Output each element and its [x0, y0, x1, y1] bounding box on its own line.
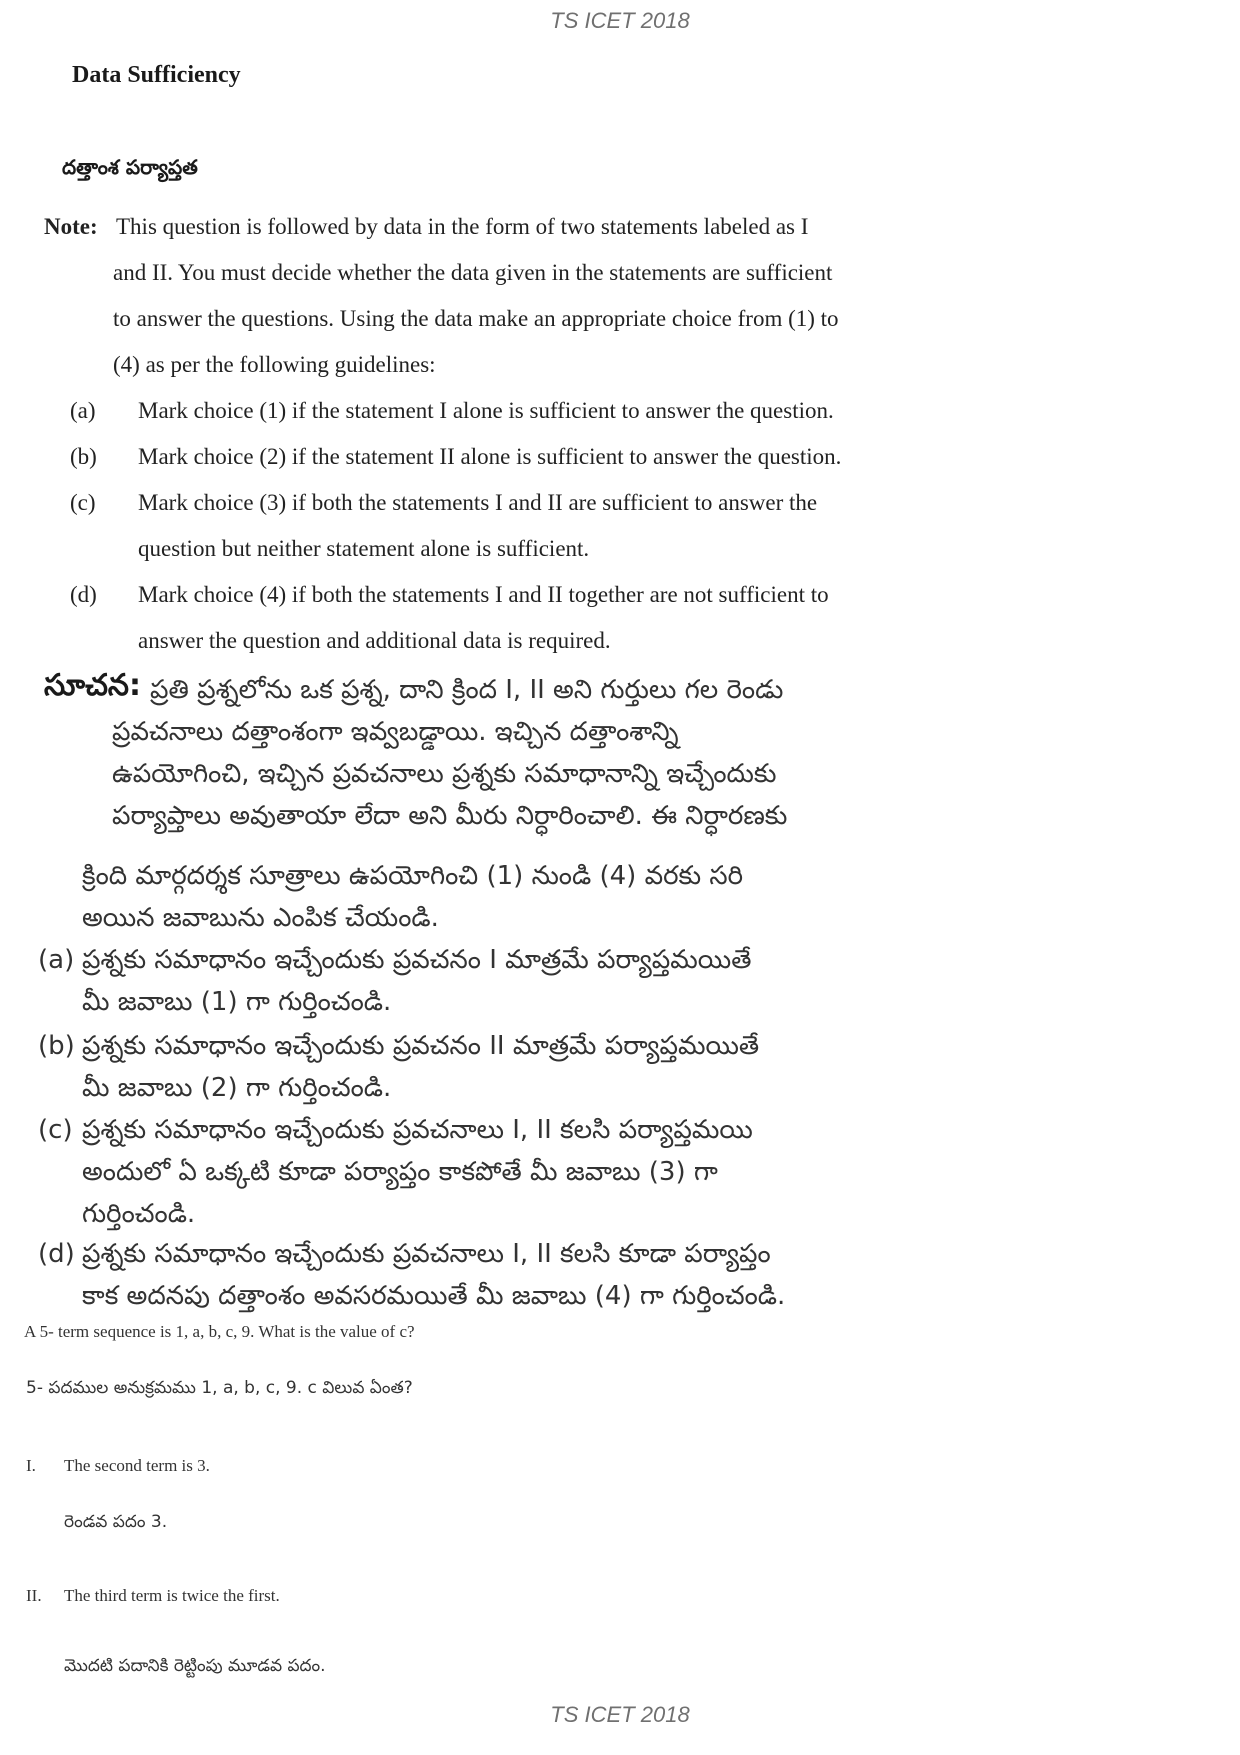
telugu-note-line: ప్రతి ప్రశ్నలోను ఒక ప్రశ్న, దాని క్రింద I, II అని గుర్తులు గల రెండు: [150, 675, 784, 705]
statement-label: I.: [26, 1456, 36, 1475]
telugu-note-line: అయిన జవాబును ఎంపిక చేయండి.: [82, 903, 439, 933]
telugu-guideline-label: (c): [38, 1115, 73, 1145]
telugu-guideline-text: ప్రశ్నకు సమాధానం ఇచ్చేందుకు ప్రవచనాలు I, II కలసి కూడా పర్యాప్తం: [82, 1239, 771, 1269]
telugu-guideline-text: కాక అదనపు దత్తాంశం అవసరమయితే మీ జవాబు (4) గా గుర్తించండి.: [82, 1281, 786, 1311]
telugu-note-line: ఉపయోగించి, ఇచ్చిన ప్రవచనాలు ప్రశ్నకు సమాధానాన్ని ఇచ్చేందుకు: [112, 759, 777, 789]
guideline-text: answer the question and additional data is required.: [138, 628, 611, 653]
note-line: This question is followed by data in the form of two statements labeled as I: [116, 214, 809, 239]
statement-english: The second term is 3.: [64, 1456, 210, 1475]
guideline-text: question but neither statement alone is sufficient.: [138, 536, 590, 561]
guideline-text: Mark choice (1) if the statement I alone is sufficient to answer the question.: [138, 398, 834, 423]
telugu-guideline-text: అందులో ఏ ఒక్కటి కూడా పర్యాప్తం కాకపోతే మీ జవాబు (3) గా: [82, 1157, 718, 1187]
page-header: TS ICET 2018: [550, 8, 690, 33]
telugu-note-label: సూచన:: [44, 668, 141, 703]
guideline-text: Mark choice (4) if both the statements I and II together are not sufficient to: [138, 582, 829, 607]
statement-telugu: మొదటి పదానికి రెట్టింపు మూడవ పదం.: [64, 1656, 326, 1676]
telugu-guideline-text: ప్రశ్నకు సమాధానం ఇచ్చేందుకు ప్రవచనం II మాత్రమే పర్యాప్తమయితే: [82, 1031, 760, 1061]
telugu-note-line: క్రింది మార్గదర్శక సూత్రాలు ఉపయోగించి (1) నుండి (4) వరకు సరి: [82, 861, 743, 891]
telugu-guideline-label: (b): [38, 1031, 75, 1061]
guideline-text: Mark choice (2) if the statement II alone is sufficient to answer the question.: [138, 444, 842, 469]
telugu-guideline-label: (d): [38, 1239, 75, 1269]
guideline-label: (c): [70, 490, 96, 515]
telugu-guideline-text: మీ జవాబు (2) గా గుర్తించండి.: [82, 1073, 392, 1103]
guideline-text: Mark choice (3) if both the statements I and II are sufficient to answer the: [138, 490, 818, 515]
note-line: and II. You must decide whether the data given in the statements are sufficient: [113, 260, 833, 285]
telugu-note-line: పర్యాప్తాలు అవుతాయా లేదా అని మీరు నిర్ధారించాలి. ఈ నిర్ధారణకు: [112, 801, 788, 831]
note-label: Note:: [44, 214, 98, 239]
statement-label: II.: [26, 1586, 42, 1605]
note-line: to answer the questions. Using the data make an appropriate choice from (1) to: [113, 306, 839, 331]
telugu-guideline-text: ప్రశ్నకు సమాధానం ఇచ్చేందుకు ప్రవచనం I మాత్రమే పర్యాప్తమయితే: [82, 945, 752, 975]
telugu-guideline-text: గుర్తించండి.: [82, 1199, 196, 1229]
note-line: (4) as per the following guidelines:: [113, 352, 436, 377]
telugu-guideline-label: (a): [38, 945, 75, 975]
statement-english: The third term is twice the first.: [64, 1586, 280, 1605]
section-title-english: Data Sufficiency: [72, 62, 241, 88]
telugu-guideline-text: మీ జవాబు (1) గా గుర్తించండి.: [82, 987, 392, 1017]
statement-telugu: రెండవ పదం 3.: [64, 1512, 168, 1532]
page-footer: TS ICET 2018: [550, 1702, 690, 1727]
guideline-label: (a): [70, 398, 96, 423]
guideline-label: (d): [70, 582, 97, 607]
section-title-telugu: దత్తాంశ పర్యాప్తత: [62, 155, 198, 179]
telugu-guideline-text: ప్రశ్నకు సమాధానం ఇచ్చేందుకు ప్రవచనాలు I, II కలసి పర్యాప్తమయి: [82, 1115, 753, 1145]
telugu-note-line: ప్రవచనాలు దత్తాంశంగా ఇవ్వబడ్డాయి. ఇచ్చిన దత్తాంశాన్ని: [112, 717, 679, 747]
guideline-label: (b): [70, 444, 97, 469]
question-telugu: 5- పదముల అనుక్రమము 1, a, b, c, 9. c విలువ ఏంత?: [26, 1378, 413, 1398]
question-english: A 5- term sequence is 1, a, b, c, 9. What is the value of c?: [24, 1322, 415, 1341]
